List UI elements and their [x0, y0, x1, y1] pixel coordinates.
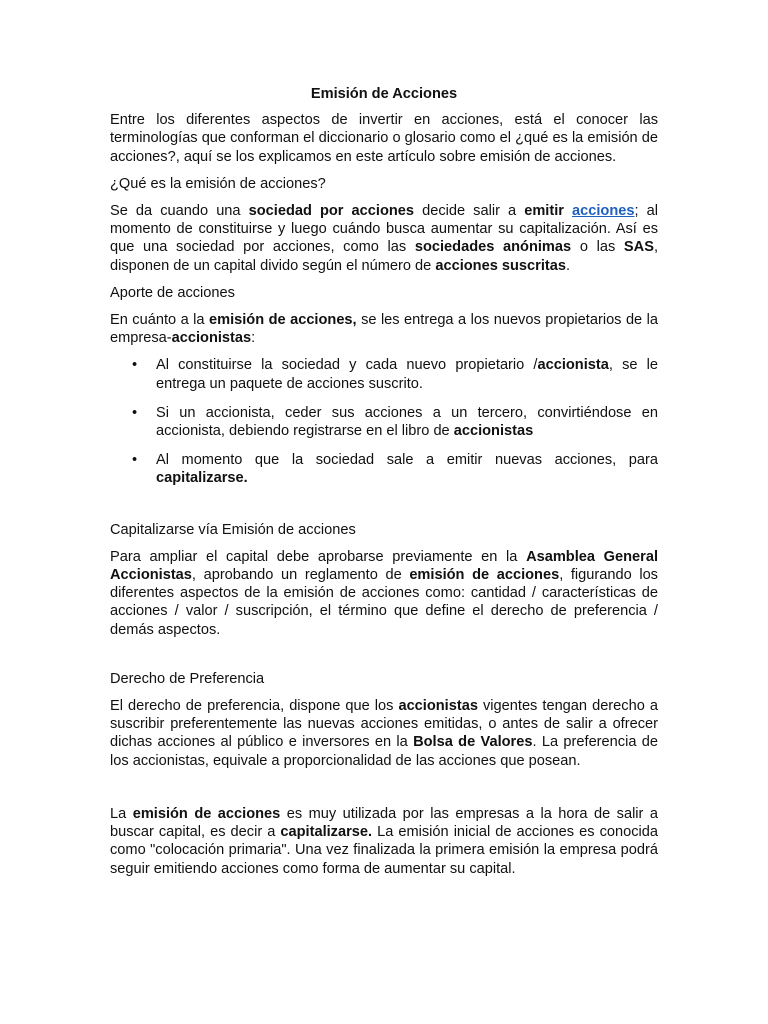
- text-run: es muy utilizada por las empresas a la hora de salir a buscar capital, es decir a: [110, 805, 658, 841]
- bold-term: capitalizarse.: [156, 470, 248, 487]
- bold-term: accionistas: [453, 423, 534, 440]
- capitalizarse-paragraph: [110, 548, 658, 639]
- capitalizarse-heading: Capitalizarse vía Emisión de acciones: [110, 521, 356, 538]
- bold-term: emisión de acciones: [409, 567, 560, 584]
- bullet-icon: •: [132, 404, 138, 421]
- list-item: [110, 356, 658, 392]
- text-run: , se le entrega un paquete de acciones suscrito.: [156, 357, 659, 392]
- list-item: [110, 451, 658, 487]
- text-run: :: [251, 330, 256, 347]
- page-title: Emisión de Acciones: [310, 86, 458, 102]
- bullet-list: [110, 356, 658, 487]
- text-run: La: [110, 805, 133, 822]
- preferencia-heading: Derecho de Preferencia: [110, 670, 265, 687]
- spacer: [110, 499, 658, 521]
- bold-term: accionista: [537, 357, 609, 374]
- text-run: Al momento que la sociedad sale a emitir nuevas acciones, para: [156, 452, 658, 469]
- text-run: vigentes tengan derecho a suscribir preferentemente las nuevas acciones emitidas, o antes de salir a ofrecer dichas acciones al público e inversores en la: [110, 698, 658, 751]
- text-run: Se da cuando una: [110, 203, 249, 220]
- bullet-icon: •: [132, 357, 138, 374]
- bold-term: accionistas: [398, 698, 478, 715]
- text-run: o las: [571, 239, 624, 256]
- bold-term: emitir: [524, 203, 564, 220]
- preferencia-paragraph: [110, 697, 658, 770]
- text-run: La emisión inicial de acciones es conocida como "colocación primaria". Una vez finalizada la primera emisión la empresa podrá seguir emitiendo acciones como forma de aumentar su capital.: [110, 824, 658, 877]
- bold-term: emisión de acciones,: [208, 312, 357, 329]
- spacer: [110, 779, 658, 805]
- text-run: decide salir a: [414, 203, 525, 220]
- question-heading: ¿Qué es la emisión de acciones?: [110, 175, 326, 192]
- text-run: , figurando los diferentes aspectos de la emisión de acciones como: cantidad / características de acciones / valor / suscripción, el término que define el derecho de preferencia / demás aspectos.: [110, 567, 658, 638]
- bold-term: Asamblea General Accionistas: [110, 548, 659, 584]
- closing-paragraph: [110, 805, 658, 878]
- text-run: En cuánto a la: [110, 312, 209, 329]
- text-run: Para ampliar el capital debe aprobarse previamente en la: [110, 548, 527, 565]
- bold-term: SAS: [623, 239, 654, 256]
- aporte-paragraph: [110, 311, 658, 347]
- text-run: ; al momento de constituirse y luego cuándo busca aumentar su capitalización. Así es que una sociedad por acciones, como las: [110, 203, 658, 256]
- text-run: .: [565, 257, 571, 274]
- document-page: [110, 85, 658, 887]
- text-run: [564, 203, 572, 219]
- bullet-icon: •: [132, 452, 138, 469]
- spacer: [110, 648, 658, 670]
- text-run: Si un accionista, ceder sus acciones a un tercero, convirtiéndose en accionista, debiendo registrarse en el libro de: [156, 404, 658, 440]
- text-run: . La preferencia de los accionistas, equivale a proporcionalidad de las acciones que posean.: [110, 734, 659, 769]
- bold-term: Bolsa de Valores: [413, 734, 533, 751]
- bold-term: accionistas: [171, 330, 252, 347]
- bold-term: sociedad por acciones: [248, 203, 415, 220]
- bold-term: sociedades anónimas: [414, 239, 572, 256]
- text-run: Al constituirse la sociedad y cada nuevo propietario /: [156, 357, 538, 374]
- text-run: , disponen de un capital divido según el número de: [110, 239, 658, 274]
- list-item: [110, 404, 658, 440]
- bold-term: capitalizarse.: [280, 824, 373, 841]
- text-run: , aprobando un reglamento de: [191, 567, 410, 584]
- bold-term: emisión de acciones: [132, 805, 281, 822]
- text-run: El derecho de preferencia, dispone que los: [110, 698, 399, 715]
- text-run: se les entrega a los nuevos propietarios de la empresa-: [110, 312, 658, 347]
- bold-term: acciones suscritas: [435, 257, 566, 274]
- intro-paragraph: Entre los diferentes aspectos de invertir en acciones, está el conocer las terminologías que conforman el diccionario o glosario como el ¿qué es la emisión de acciones?, aquí se los explicamos en este artículo sobre emisión de acciones.: [110, 112, 658, 165]
- acciones-link[interactable]: acciones: [572, 203, 635, 220]
- aporte-heading: Aporte de acciones: [110, 284, 235, 301]
- definition-paragraph: [110, 202, 658, 275]
